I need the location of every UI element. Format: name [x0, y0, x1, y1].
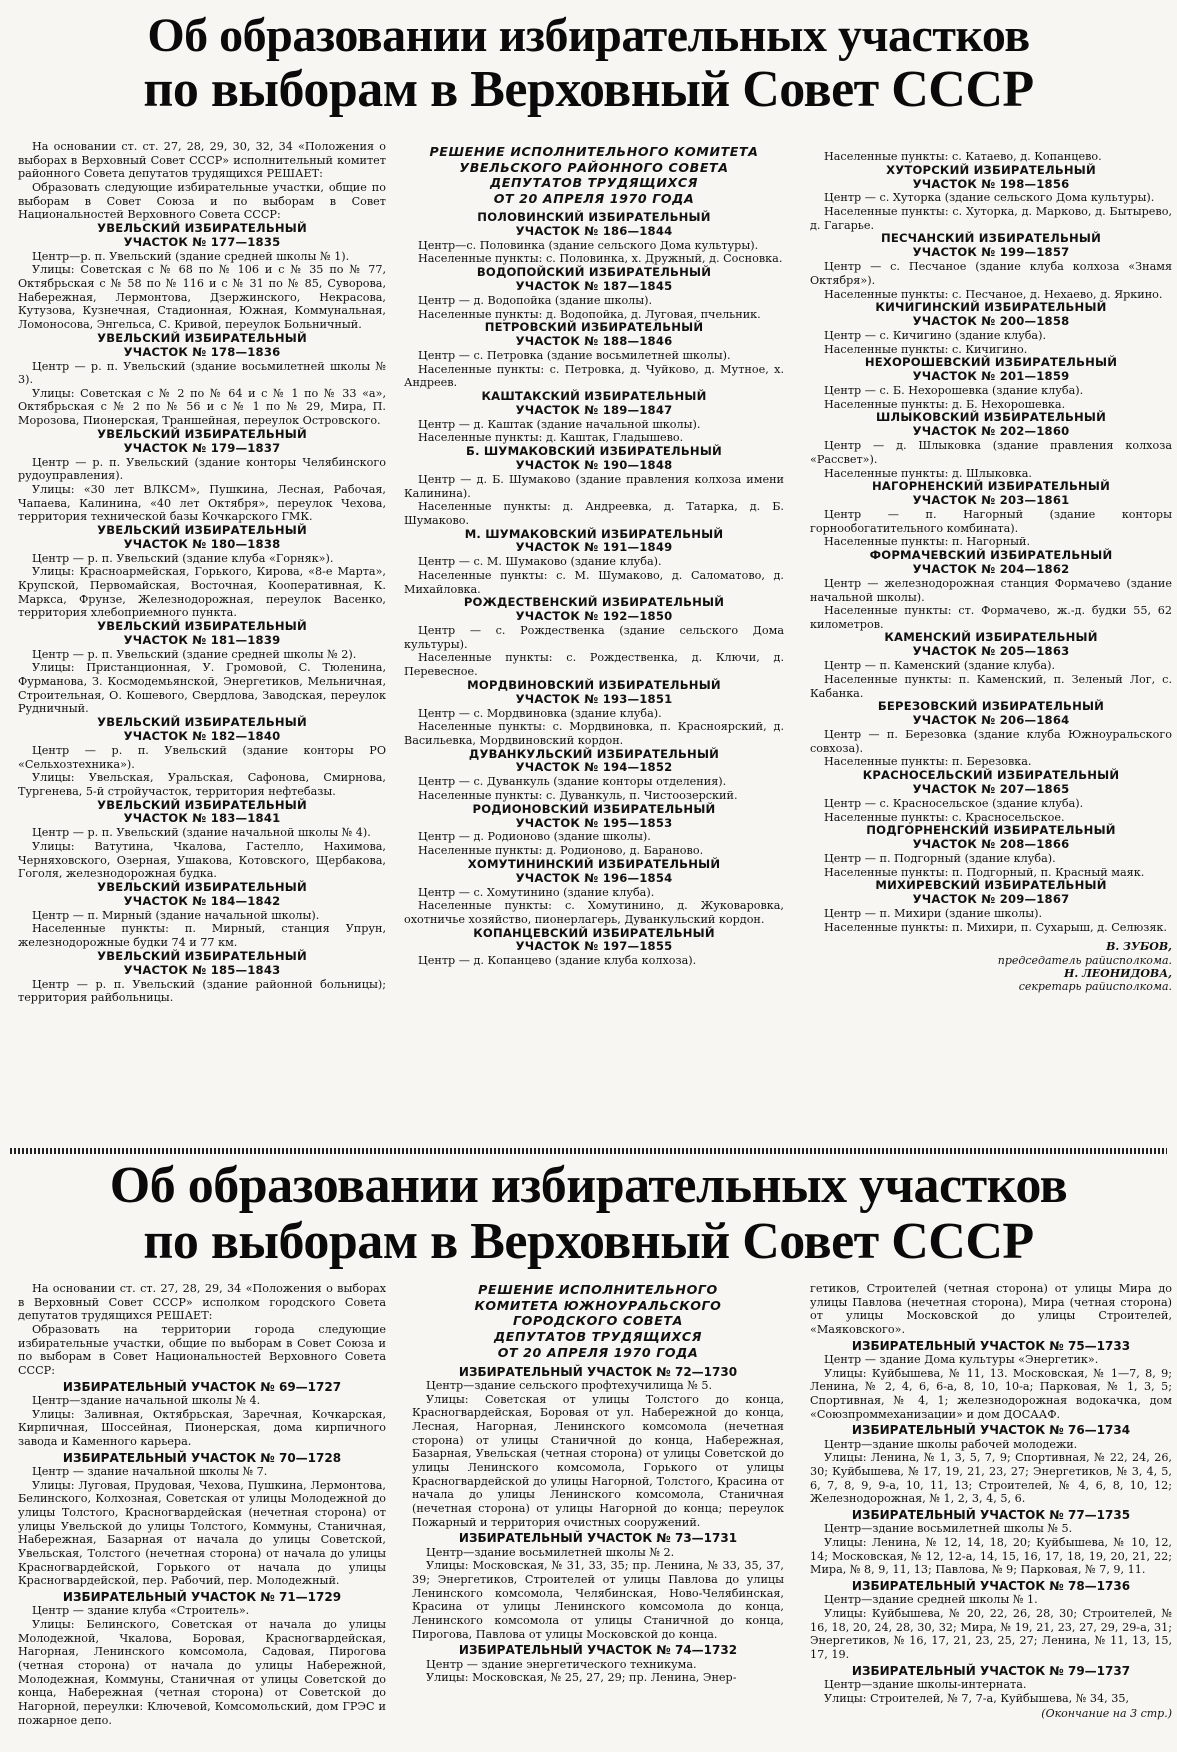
article1-precinct-text: Центр — с. Песчаное (здание клуба колхоза «Знамя Октября»).: [810, 260, 1172, 287]
article1-precinct-text: Центр — с. Красносельское (здание клуба).: [824, 796, 1084, 810]
article1-precinct-name: РОЖДЕСТВЕНСКИЙ ИЗБИРАТЕЛЬНЫЙ: [463, 595, 725, 610]
article1-precinct-text: Центр — п. Михири (здание школы).: [824, 907, 1043, 921]
article1-precinct-text: Центр — с. Мордвиновка (здание клуба).: [418, 706, 662, 720]
article1-decision-line: РЕШЕНИЕ ИСПОЛНИТЕЛЬНОГО КОМИТЕТА: [429, 144, 759, 159]
article1-precinct-name: БЕРЕЗОВСКИЙ ИЗБИРАТЕЛЬНЫЙ: [877, 699, 1105, 714]
article2-precinct-text: Центр — здание клуба «Строитель».: [32, 1604, 250, 1618]
article2-column-1: [18, 1282, 386, 1748]
article2-intro: На основании ст. ст. 27, 28, 29, 34 «Положения о выборах в Верховный Совет СССР» исполком городского Совета депутатов трудящихся РЕШАЕТ:: [18, 1282, 386, 1323]
article1-precinct-text: Центр — с. Б. Нехорошевка (здание клуба).: [824, 384, 1084, 398]
article2-precinct-text: Центр—здание средней школы № 1.: [824, 1593, 1038, 1607]
article1-precinct-number: УЧАСТОК № 182—1840: [123, 728, 281, 743]
article1-precinct-number: УЧАСТОК № 200—1858: [912, 314, 1070, 329]
article1-precinct-name: ПОЛОВИНСКИЙ ИЗБИРАТЕЛЬНЫЙ: [477, 209, 711, 224]
article1-precinct-text: Центр — п. Мирный (здание начальной школы).: [32, 908, 320, 922]
article2-precinct-text: Центр—здание начальной школы № 4.: [32, 1393, 261, 1407]
article2-precinct-text: Улицы: Куйбышева, № 20, 22, 26, 28, 30; Строителей, № 16, 18, 20, 24, 28, 30, 32; Мира, № 19, 21, 23, 27, 29, 29-а, 31; Энергетиков, № 16, 17, 21, 23, 25, 27; Ленина, № 11, 13, 15, 17, 19.: [810, 1607, 1172, 1661]
article1-precinct-text: Центр — р. п. Увельский (здание восьмилетней школы № 3).: [18, 359, 386, 387]
article2-column-2: [412, 1282, 784, 1748]
article2-decision-line: РЕШЕНИЕ ИСПОЛНИТЕЛЬНОГО: [478, 1282, 718, 1297]
article1-precinct-text: Населенные пункты: ст. Формачево, ж.-д. будки 55, 62 километров.: [810, 604, 1172, 631]
article1-signatures: [810, 940, 1172, 993]
article2-column-3: [810, 1282, 1172, 1748]
article1-precinct-number: УЧАСТОК № 204—1862: [912, 561, 1070, 576]
article1-precinct-text: Улицы: Советская с № 2 по № 64 и с № 1 по № 33 «а», Октябрьская с № 2 по № 56 и с № 1 по № 29, Мира, П. Морозова, Пионерская, Траншейная, переулок Островского.: [18, 386, 386, 428]
article1-precinct-name: КАШТАКСКИЙ ИЗБИРАТЕЛЬНЫЙ: [481, 388, 707, 403]
article1-precinct-text: Центр—р. п. Увельский (здание средней школы № 1).: [32, 249, 350, 263]
article1-precinct-text: Населенные пункты: с. Мордвиновка, п. Красноярский, д. Васильевка, Мордвиновский кордон.: [404, 720, 784, 747]
article1-precinct-text: Центр — с. М. Шумаково (здание клуба).: [418, 555, 662, 569]
article1-precinct-text: Улицы: «30 лет ВЛКСМ», Пушкина, Лесная, Рабочая, Чапаева, Калинина, «40 лет Октября», переулок Чехова, территория технической базы Кочкарского ГМК.: [18, 482, 386, 524]
article1-precinct-number: УЧАСТОК № 185—1843: [123, 962, 281, 977]
article2-precinct-text: Улицы: Куйбышева, № 11, 13. Московская, № 1—7, 8, 9; Ленина, № 2, 4, 6, 6-а, 8, 10, 10-а; Парковая, № 1, 3, 5; Спортивная, № 4, 1; железнодорожная водокачка, дом «Союзпроммеханизации» и дом ДОСААФ.: [810, 1366, 1172, 1421]
signature-2-role: секретарь райисполкома.: [1018, 979, 1172, 993]
article1-precinct-number: УЧАСТОК № 191—1849: [515, 540, 673, 555]
article2-precinct-number: ИЗБИРАТЕЛЬНЫЙ УЧАСТОК № 70—1728: [62, 1450, 342, 1465]
article2-precinct-number: ИЗБИРАТЕЛЬНЫЙ УЧАСТОК № 77—1735: [851, 1507, 1131, 1522]
article1-precinct-number: УЧАСТОК № 203—1861: [912, 493, 1070, 508]
article1-precinct-text: Центр — п. Каменский (здание клуба).: [824, 659, 1056, 673]
article1-precinct-text: Центр — р. п. Увельский (здание средней школы № 2).: [32, 647, 357, 661]
article2-precinct-text: Центр—здание восьмилетней школы № 5.: [824, 1522, 1073, 1536]
headline-2-line2: по выборам в Верховный Совет СССР: [143, 1213, 1034, 1270]
article1-precinct-name: КОПАНЦЕВСКИЙ ИЗБИРАТЕЛЬНЫЙ: [473, 925, 715, 940]
article2-precinct-number: ИЗБИРАТЕЛЬНЫЙ УЧАСТОК № 78—1736: [851, 1578, 1131, 1593]
article1-precinct-text: Улицы: Красноармейская, Горького, Кирова, «8-е Марта», Крупской, Первомайская, Восточная, Кооперативная, К. Маркса, Фрунзе, Железнодорожная, переулок Васенко, территория хлебоприемного пункта.: [18, 565, 386, 620]
article1-precinct-name: М. ШУМАКОВСКИЙ ИЗБИРАТЕЛЬНЫЙ: [464, 526, 724, 541]
article1-precinct-number: УЧАСТОК № 183—1841: [123, 811, 281, 826]
article1-precinct-number: УЧАСТОК № 207—1865: [912, 781, 1070, 796]
article2-precinct-text: Улицы: Советская от улицы Толстого до конца, Красногвардейская, Боровая от ул. Набережной до конца, Лесная, Нагорная, Ленинского комсомола (нечетная сторона) от улицы Станичной до конца, Набережная, Базарная, Увельская (четная сторона) от улицы Советской до улицы Ленинского комсомола, Горького от улицы Красногвардейской до улицы Нагорной, Толстого, Красина от начала до улицы Ленинского комсомола, Станичная (нечетная сторона) от улицы Нагорной до конца; переулок Пожарный и территория очистных сооружений.: [412, 1392, 784, 1529]
article1-intro-2: Образовать следующие избирательные участки, общие по выборам в Совет Союза и по выборам в Совет Национальностей Верховного Совета СССР:: [18, 180, 386, 222]
article2-precinct-text: Центр — здание начальной школы № 7.: [32, 1465, 268, 1478]
article1-precinct-number: УЧАСТОК № 179—1837: [123, 440, 281, 455]
article1-precinct-number: УЧАСТОК № 197—1855: [515, 939, 673, 954]
article1-precinct-text: Улицы: Увельская, Уральская, Сафонова, Смирнова, Тургенева, 5-й стройучасток, территория нефтебазы.: [18, 771, 386, 798]
article1-precinct-number: УЧАСТОК № 181—1839: [123, 632, 281, 647]
continued-note: (Окончание на 3 стр.): [1041, 1707, 1172, 1721]
headline-2-line1: Об образовании избирательных участков: [109, 1157, 1068, 1214]
article1-precinct-text: Улицы: Советская с № 68 по № 106 и с № 35 по № 77, Октябрьская с № 58 по № 116 и с № 31 по № 85, Суворова, Набережная, Лермонтова, Дзержинского, Некрасова, Кутузова, Кузнечная, Стадионная, Южная, Коммунальная, Ломоносова, Энгельса, С. Кривой, переулок Больничный.: [18, 263, 386, 332]
article1-precinct-number: УЧАСТОК № 202—1860: [912, 424, 1070, 439]
article1-precinct-text: Населенные пункты: п. Подгорный, п. Красный маяк.: [824, 865, 1145, 879]
article1-precinct-text: Центр — с. Дуванкуль (здание конторы отделения).: [418, 775, 727, 789]
article1-precinct-text: Центр—с. Половинка (здание сельского Дома культуры).: [418, 238, 759, 252]
article1-precinct-name: УВЕЛЬСКИЙ ИЗБИРАТЕЛЬНЫЙ: [97, 522, 307, 537]
article1-precinct-text: Центр — п. Подгорный (здание клуба).: [824, 851, 1056, 865]
article1-precinct-text: Населенные пункты: с. Хуторка, д. Марково, д. Бытырево, д. Гагарье.: [810, 205, 1172, 232]
article2-decision-line: ДЕПУТАТОВ ТРУДЯЩИХСЯ: [493, 1329, 702, 1345]
article1-precinct-name: ВОДОПОЙСКИЙ ИЗБИРАТЕЛЬНЫЙ: [476, 265, 712, 280]
article2-precinct-text: Улицы: Московская, № 31, 33, 35; пр. Ленина, № 33, 35, 37, 39; Энергетиков, Строителей от улицы Павлова до улицы Ленинского комсомола, Челябинская, Ново-Челябинская, Красина от улицы Ленинского комсомола до конца, Ленинского комсомола от улицы Станичной до конца, Пирогова, Павлова от улицы Московской до конца.: [412, 1559, 784, 1641]
article1-precinct-text: Центр — д. Водопойка (здание школы).: [418, 293, 653, 307]
article1-precinct-number: УЧАСТОК № 180—1838: [123, 536, 281, 551]
article1-precinct-text: Населенные пункты: с. М. Шумаково, д. Саломатово, д. Михайловка.: [404, 569, 784, 596]
article1-precinct-text: Населенные пункты: с. Песчаное, д. Нехаево, д. Яркино.: [824, 287, 1163, 301]
article1-precinct-text: Населенные пункты: с. Хомутинино, д. Жуковаровка, охотничье хозяйство, пионерлагерь, Дуванкульский кордон.: [404, 899, 784, 926]
article1-precinct-text: Центр — с. Петровка (здание восьмилетней школы).: [418, 349, 731, 362]
article1-precinct-text: Центр — д. Б. Шумаково (здание правления колхоза имени Калинина).: [404, 472, 784, 500]
article1-precinct-text: Центр — п. Березовка (здание клуба Южноуральского совхоза).: [810, 728, 1172, 755]
article1-precinct-number: УЧАСТОК № 201—1859: [912, 369, 1070, 384]
article1-precinct-name: КРАСНОСЕЛЬСКИЙ ИЗБИРАТЕЛЬНЫЙ: [862, 768, 1120, 783]
article1-precinct-number: УЧАСТОК № 194—1852: [515, 760, 673, 775]
article1-precinct-text: Центр — железнодорожная станция Формачево (здание начальной школы).: [810, 576, 1172, 604]
article1-precinct-number: УЧАСТОК № 177—1835: [123, 234, 281, 249]
article1-precinct-text: Центр — р. п. Увельский (здание клуба «Горняк»).: [32, 551, 334, 565]
article1-precinct-text: Центр — д. Шлыковка (здание правления колхоза «Рассвет»).: [810, 439, 1172, 466]
article1-precinct-text: Центр — п. Нагорный (здание конторы горнообогатительного комбината).: [810, 508, 1172, 535]
article1-precinct-text: Населенные пункты: п. Нагорный.: [824, 535, 1031, 549]
article1-precinct-text: Населенные пункты: с. Половинка, х. Дружный, д. Сосновка.: [418, 252, 783, 266]
article2-precinct-text: Центр—здание восьмилетней школы № 2.: [426, 1545, 675, 1559]
article1-precinct-number: УЧАСТОК № 184—1842: [123, 893, 281, 908]
article1-precinct-number: УЧАСТОК № 199—1857: [912, 245, 1070, 260]
article1-precinct-name: НЕХОРОШЕВСКИЙ ИЗБИРАТЕЛЬНЫЙ: [864, 355, 1118, 370]
article2-precinct-number: ИЗБИРАТЕЛЬНЫЙ УЧАСТОК № 71—1729: [62, 1589, 342, 1604]
article1-decision-line: ОТ 20 АПРЕЛЯ 1970 ГОДА: [493, 191, 695, 207]
article1-precinct-text: Населенные пункты: п. Березовка.: [824, 755, 1032, 769]
article1-intro: На основании ст. ст. 27, 28, 29, 30, 32, 34 «Положения о выборах в Верховный Совет СССР» исполнительный комитет районного Совета депутатов трудящихся РЕШАЕТ:: [18, 140, 386, 181]
article1-precinct-number: УЧАСТОК № 178—1836: [123, 344, 281, 359]
article2-precinct-text: Центр — здание Дома культуры «Энергетик».: [824, 1353, 1099, 1367]
article1-precinct-text: Населенные пункты: с. Рождественка, д. Ключи, д. Перевесное.: [404, 651, 784, 679]
article1-precinct-number: УЧАСТОК № 192—1850: [515, 609, 673, 624]
article1-precinct-name: УВЕЛЬСКИЙ ИЗБИРАТЕЛЬНЫЙ: [97, 220, 307, 235]
article1-precinct-name: ПЕТРОВСКИЙ ИЗБИРАТЕЛЬНЫЙ: [484, 320, 704, 335]
article1-precinct-name: НАГОРНЕНСКИЙ ИЗБИРАТЕЛЬНЫЙ: [871, 479, 1111, 494]
article1-precinct-name: УВЕЛЬСКИЙ ИЗБИРАТЕЛЬНЫЙ: [97, 330, 307, 345]
article1-precinct-number: УЧАСТОК № 190—1848: [515, 458, 673, 472]
article1-precinct-text: Населенные пункты: д. Каштак, Гладышево.: [418, 431, 684, 445]
article1-precinct-name: УВЕЛЬСКИЙ ИЗБИРАТЕЛЬНЫЙ: [97, 797, 307, 812]
article1-precinct-text: Населенные пункты: с. Петровка, д. Чуйково, д. Мутное, х. Андреев.: [404, 362, 784, 390]
article1-precinct-text: Центр — р. п. Увельский (здание конторы Челябинского рудоуправления).: [18, 455, 386, 483]
article2-precinct-text: Центр—здание школы рабочей молодежи.: [824, 1437, 1078, 1451]
article1-precinct-name: ДУВАНКУЛЬСКИЙ ИЗБИРАТЕЛЬНЫЙ: [468, 746, 720, 761]
article1-precinct-text: Населенные пункты: п. Михири, п. Сухарыш, д. Селюзяк.: [824, 920, 1167, 934]
article1-precinct-text: Центр — р. п. Увельский (здание конторы РО «Сельхозтехника»).: [18, 743, 386, 771]
article1-precinct-text: Населенные пункты: с. Дуванкуль, п. Чистоозерский.: [418, 789, 738, 802]
article1-precinct-text: Центр — с. Рождественка (здание сельского Дома культуры).: [404, 624, 784, 651]
article1-precinct-name: МИХИРЕВСКИЙ ИЗБИРАТЕЛЬНЫЙ: [875, 878, 1107, 893]
headline-1: [0, 9, 1177, 118]
article2-precinct-text: Центр — здание энергетического техникума.: [426, 1657, 697, 1671]
article1-precinct-text: Населенные пункты: п. Каменский, п. Зеленый Лог, с. Кабанка.: [810, 672, 1172, 700]
article1-decision-heading: [404, 144, 784, 207]
article1-precinct-number: УЧАСТОК № 208—1866: [912, 837, 1070, 852]
article1-precinct-name: Б. ШУМАКОВСКИЙ ИЗБИРАТЕЛЬНЫЙ: [466, 444, 722, 459]
signature-1-name: В. ЗУБОВ,: [1106, 940, 1172, 954]
article1-precinct-name: ШЛЫКОВСКИЙ ИЗБИРАТЕЛЬНЫЙ: [875, 410, 1107, 425]
article1-column-2: [404, 144, 784, 1140]
article1-precinct-text: Населенные пункты: с. Красносельское.: [824, 810, 1065, 824]
article1-precinct-name: ХУТОРСКИЙ ИЗБИРАТЕЛЬНЫЙ: [886, 162, 1096, 177]
article1-precinct-name: УВЕЛЬСКИЙ ИЗБИРАТЕЛЬНЫЙ: [97, 715, 307, 730]
article1-column3-lead: Населенные пункты: с. Катаево, д. Копанцево.: [824, 150, 1102, 163]
article2-precinct-text: Улицы: Московская, № 25, 27, 29; пр. Ленина, Энер-: [426, 1671, 737, 1685]
article1-precinct-number: УЧАСТОК № 195—1853: [515, 815, 673, 830]
article1-precinct-text: Населенные пункты: д. Водопойка, д. Луговая, пчельник.: [418, 307, 761, 321]
article1-precinct-text: Улицы: Пристанционная, У. Громовой, С. Тюленина, Фурманова, З. Космодемьянской, Энергетиков, Мельничная, Строительная, О. Кошевого, Свердлова, Заводская, переулок Рудничный.: [18, 661, 386, 716]
article1-precinct-name: УВЕЛЬСКИЙ ИЗБИРАТЕЛЬНЫЙ: [97, 618, 307, 633]
headline-2: [0, 1157, 1177, 1270]
article1-precinct-name: ПОДГОРНЕНСКИЙ ИЗБИРАТЕЛЬНЫЙ: [866, 823, 1116, 838]
article1-precinct-text: Населенные пункты: с. Кичигино.: [824, 342, 1028, 356]
article1-precinct-text: Центр — с. Хомутинино (здание клуба).: [418, 885, 655, 899]
article1-precinct-number: УЧАСТОК № 193—1851: [515, 691, 673, 706]
article1-precinct-number: УЧАСТОК № 198—1856: [912, 176, 1070, 191]
article2-precinct-text: Улицы: Заливная, Октябрьская, Заречная, Кочкарская, Кирпичная, Шоссейная, Пионерская, дома кирпичного завода и Каменного карьера.: [18, 1407, 386, 1448]
article1-precinct-number: УЧАСТОК № 189—1847: [515, 402, 673, 417]
article1-precinct-name: ПЕСЧАНСКИЙ ИЗБИРАТЕЛЬНЫЙ: [880, 231, 1102, 246]
article1-precinct-name: КАМЕНСКИЙ ИЗБИРАТЕЛЬНЫЙ: [884, 630, 1098, 645]
article1-precinct-text: Центр — р. п. Увельский (здание районной больницы); территория райбольницы.: [18, 977, 386, 1005]
article2-precinct-text: Улицы: Белинского, Советская от начала до улицы Молодежной, Чкалова, Боровая, Красногвардейская, Нагорная, Ленинского комсомола, Садовая, Пирогова (четная сторона) от начала до улицы Набережной, Молодежная, Коммуны, Станичная от улицы Советской до конца, Набережная (четная сторона) от Советской до Нагорной, переулки: Ключевой, Комсомольский, дом ГРЭС и пожарное депо.: [18, 1617, 386, 1727]
section-divider: [10, 1148, 1167, 1154]
article1-precinct-name: УВЕЛЬСКИЙ ИЗБИРАТЕЛЬНЫЙ: [97, 948, 307, 963]
article1-precinct-name: УВЕЛЬСКИЙ ИЗБИРАТЕЛЬНЫЙ: [97, 426, 307, 441]
article2-precinct-text: Улицы: Ленина, № 1, 3, 5, 7, 9; Спортивная, № 22, 24, 26, 30; Куйбышева, № 17, 19, 21, 23, 27; Энергетиков, № 3, 4, 5, 6, 7, 8, 9, 9-а, 10, 11, 13; Строителей, № 4, 6, 8, 10, 12; Железнодорожная, № 1, 2, 3, 4, 5, 6.: [810, 1451, 1172, 1506]
article2-precinct-text: Улицы: Строителей, № 7, 7-а, Куйбышева, № 34, 35,: [824, 1691, 1130, 1705]
article1-precinct-number: УЧАСТОК № 209—1867: [912, 892, 1070, 907]
article1-precinct-text: Центр — д. Каштак (здание начальной школы).: [418, 417, 701, 431]
article2-intro-2: Образовать на территории города следующие избирательные участки, общие по выборам в Совет Союза и по выборам в Совет Национальностей Верховного Совета СССР:: [18, 1322, 386, 1377]
article1-precinct-text: Населенные пункты: д. Шлыковка.: [824, 466, 1032, 480]
article1-precinct-text: Населенные пункты: д. Андреевка, д. Татарка, д. Б. Шумаково.: [404, 500, 784, 527]
article1-precinct-name: УВЕЛЬСКИЙ ИЗБИРАТЕЛЬНЫЙ: [97, 879, 307, 894]
headline-1-line1: Об образовании избирательных участков: [147, 9, 1030, 62]
article1-decision-line: ДЕПУТАТОВ ТРУДЯЩИХСЯ: [489, 175, 698, 191]
article2-precinct-text: Центр—здание школы-интерната.: [824, 1678, 1027, 1692]
article1-precinct-text: Центр — р. п. Увельский (здание начальной школы № 4).: [32, 826, 371, 840]
article1-precinct-text: Центр — д. Родионово (здание школы).: [418, 830, 651, 844]
article1-column-1: [18, 140, 386, 1140]
article1-precinct-number: УЧАСТОК № 187—1845: [515, 278, 673, 293]
article2-precinct-text: Улицы: Ленина, № 12, 14, 18, 20; Куйбышева, № 10, 12, 14; Московская, № 12, 12-а, 14, 15, 16, 17, 18, 19, 20, 21, 22; Мира, № 8, 9, 11, 13; Павлова, № 9; Парковая, № 7, 9, 11.: [810, 1536, 1172, 1577]
headline-1-line2: по выборам в Верховный Совет СССР: [143, 61, 1034, 118]
signature-2-name: Н. ЛЕОНИДОВА,: [1064, 966, 1172, 980]
article1-precinct-text: Населенные пункты: п. Мирный, станция Упрун, железнодорожные будки 74 и 77 км.: [18, 922, 386, 950]
article2-decision-line: КОМИТЕТА ЮЖНОУРАЛЬСКОГО: [474, 1297, 722, 1313]
article2-precinct-number: ИЗБИРАТЕЛЬНЫЙ УЧАСТОК № 72—1730: [458, 1364, 738, 1379]
article2-decision-line: ОТ 20 АПРЕЛЯ 1970 ГОДА: [497, 1344, 699, 1360]
article2-precinct-number: ИЗБИРАТЕЛЬНЫЙ УЧАСТОК № 74—1732: [458, 1643, 738, 1658]
article1-precinct-text: Центр — с. Хуторка (здание сельского Дома культуры).: [824, 191, 1155, 205]
article2-decision-heading: [412, 1282, 784, 1361]
article1-precinct-name: ФОРМАЧЕВСКИЙ ИЗБИРАТЕЛЬНЫЙ: [869, 548, 1113, 563]
article1-precinct-name: ХОМУТИНИНСКИЙ ИЗБИРАТЕЛЬНЫЙ: [467, 856, 721, 871]
article1-precinct-name: КИЧИГИНСКИЙ ИЗБИРАТЕЛЬНЫЙ: [875, 300, 1107, 315]
article2-column3-lead: гетиков, Строителей (четная сторона) от улицы Мира до улицы Павлова (нечетная сторона), Мира (четная сторона) от улицы Московской до улицы Строителей, «Маяковского».: [810, 1282, 1172, 1336]
article1-precinct-text: Улицы: Ватутина, Чкалова, Гастелло, Нахимова, Черняховского, Озерная, Ушакова, Котовского, Щербакова, Гоголя, железнодорожная будка.: [18, 839, 386, 881]
article2-precinct-text: Центр—здание сельского профтехучилища № 5.: [426, 1379, 713, 1393]
article1-precinct-text: Населенные пункты: д. Б. Нехорошевка.: [824, 397, 1066, 411]
article1-precinct-number: УЧАСТОК № 206—1864: [912, 713, 1070, 728]
article1-precinct-text: Населенные пункты: д. Родионово, д. Бараново.: [418, 844, 704, 858]
article2-precinct-text: Улицы: Луговая, Прудовая, Чехова, Пушкина, Лермонтова, Белинского, Колхозная, Советская от улицы Молодежной до улицы Толстого, Красногвардейская (нечетная сторона) от улицы Увельской до улицы Толстого, Коммуны, Станичная, Набережная, Базарная от начала до улицы Советской, Увельская, Толстого (нечетная сторона) от начала до улицы Красногвардейской, Горького от начала до улицы Красногвардейской, пер. Рабочий, пер. Молодежный.: [18, 1478, 386, 1588]
article2-precinct-number: ИЗБИРАТЕЛЬНЫЙ УЧАСТОК № 76—1734: [851, 1423, 1131, 1438]
article2-decision-line: ГОРОДСКОГО СОВЕТА: [513, 1313, 683, 1329]
article1-column-3: [810, 150, 1172, 1146]
article2-precinct-number: ИЗБИРАТЕЛЬНЫЙ УЧАСТОК № 79—1737: [851, 1663, 1131, 1678]
article2-precinct-number: ИЗБИРАТЕЛЬНЫЙ УЧАСТОК № 75—1733: [851, 1338, 1131, 1353]
article1-precinct-text: Центр — с. Кичигино (здание клуба).: [824, 329, 1047, 343]
signature-1-role: председатель райисполкома.: [997, 953, 1172, 967]
article1-precinct-text: Центр — д. Копанцево (здание клуба колхоза).: [418, 954, 697, 968]
article1-precinct-number: УЧАСТОК № 188—1846: [515, 334, 673, 349]
article1-decision-line: УВЕЛЬСКОГО РАЙОННОГО СОВЕТА: [459, 159, 729, 175]
article1-precinct-name: РОДИОНОВСКИЙ ИЗБИРАТЕЛЬНЫЙ: [472, 801, 716, 816]
article1-precinct-name: МОРДВИНОВСКИЙ ИЗБИРАТЕЛЬНЫЙ: [467, 677, 721, 692]
article1-precinct-number: УЧАСТОК № 196—1854: [515, 870, 673, 885]
article2-precinct-number: ИЗБИРАТЕЛЬНЫЙ УЧАСТОК № 69—1727: [62, 1379, 342, 1394]
article1-precinct-number: УЧАСТОК № 186—1844: [515, 223, 673, 238]
article2-precinct-number: ИЗБИРАТЕЛЬНЫЙ УЧАСТОК № 73—1731: [458, 1531, 738, 1546]
article1-precinct-number: УЧАСТОК № 205—1863: [912, 644, 1070, 659]
